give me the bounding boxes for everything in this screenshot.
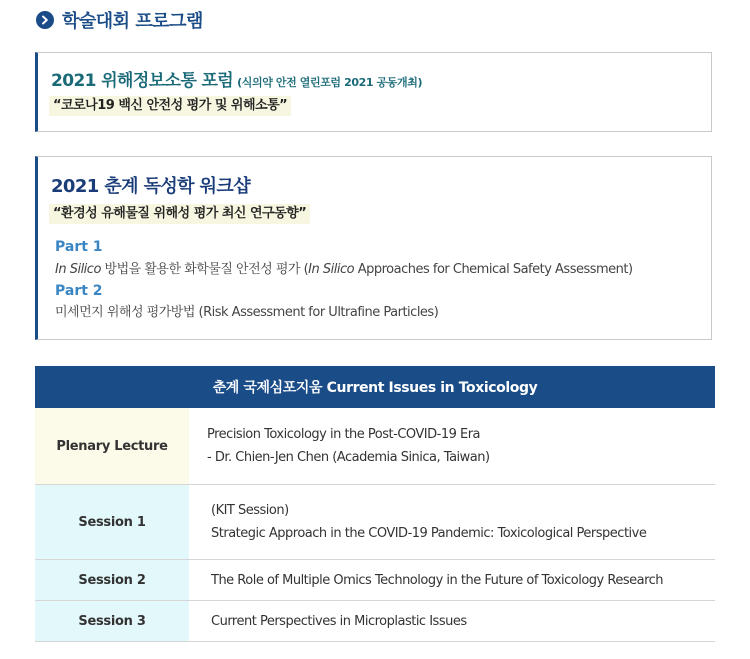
row-content [189, 560, 715, 600]
row-label: Session 2 [35, 560, 189, 600]
row-line: (KIT Session) [211, 503, 289, 518]
row-label: Plenary Lecture [35, 408, 189, 484]
table-row-plenary [35, 408, 715, 485]
row-label: Session 3 [35, 601, 189, 641]
part1-description [55, 258, 633, 277]
part2-label: Part 2 [55, 283, 103, 299]
table-row-session1 [35, 485, 715, 560]
row-line: The Role of Multiple Omics Technology in the Future of Toxicology Research [211, 572, 664, 588]
chevron-right-icon [36, 11, 54, 29]
symposium-table [35, 366, 715, 642]
workshop-title: 2021 춘계 독성학 워크샵 [51, 176, 251, 197]
row-line: Precision Toxicology in the Post-COVID-19 Era [207, 427, 481, 442]
row-line: Strategic Approach in the COVID-19 Pandemic: Toxicological Perspective [211, 526, 647, 541]
workshop-subtitle: “환경성 유해물질 위해성 평가 최신 연구동향” [49, 204, 310, 224]
workshop-box [35, 156, 712, 340]
section-heading [36, 8, 203, 32]
part2-description: 미세먼지 위해성 평가방법 (Risk Assessment for Ultrafine Particles) [55, 305, 439, 320]
row-content [189, 485, 715, 559]
part1-text-b: Approaches for Chemical Safety Assessment) [354, 262, 633, 277]
row-line: - Dr. Chien-Jen Chen (Academia Sinica, Taiwan) [207, 450, 490, 465]
forum-subtitle: “코로나19 백신 안전성 평가 및 위해소통” [49, 96, 291, 116]
part1-text-a: 방법을 활용한 화학물질 안전성 평가 ( [100, 262, 309, 277]
table-row-session3 [35, 601, 715, 642]
row-content [189, 408, 715, 484]
part1-italic-b: In Silico [308, 262, 355, 277]
forum-box [35, 52, 712, 132]
section-title: 학술대회 프로그램 [62, 11, 203, 32]
part1-label: Part 1 [55, 239, 103, 255]
row-label: Session 1 [35, 485, 189, 559]
forum-note: (식의약 안전 열린포럼 2021 공동개최) [237, 76, 423, 89]
forum-title-line [51, 66, 422, 91]
row-content [189, 601, 715, 641]
row-line: Current Perspectives in Microplastic Issues [211, 613, 467, 629]
part1-italic-a: In Silico [55, 262, 101, 277]
symposium-header: 춘계 국제심포지움 Current Issues in Toxicology [35, 366, 715, 408]
forum-title: 2021 위해정보소통 포럼 [51, 71, 234, 91]
table-row-session2 [35, 560, 715, 601]
